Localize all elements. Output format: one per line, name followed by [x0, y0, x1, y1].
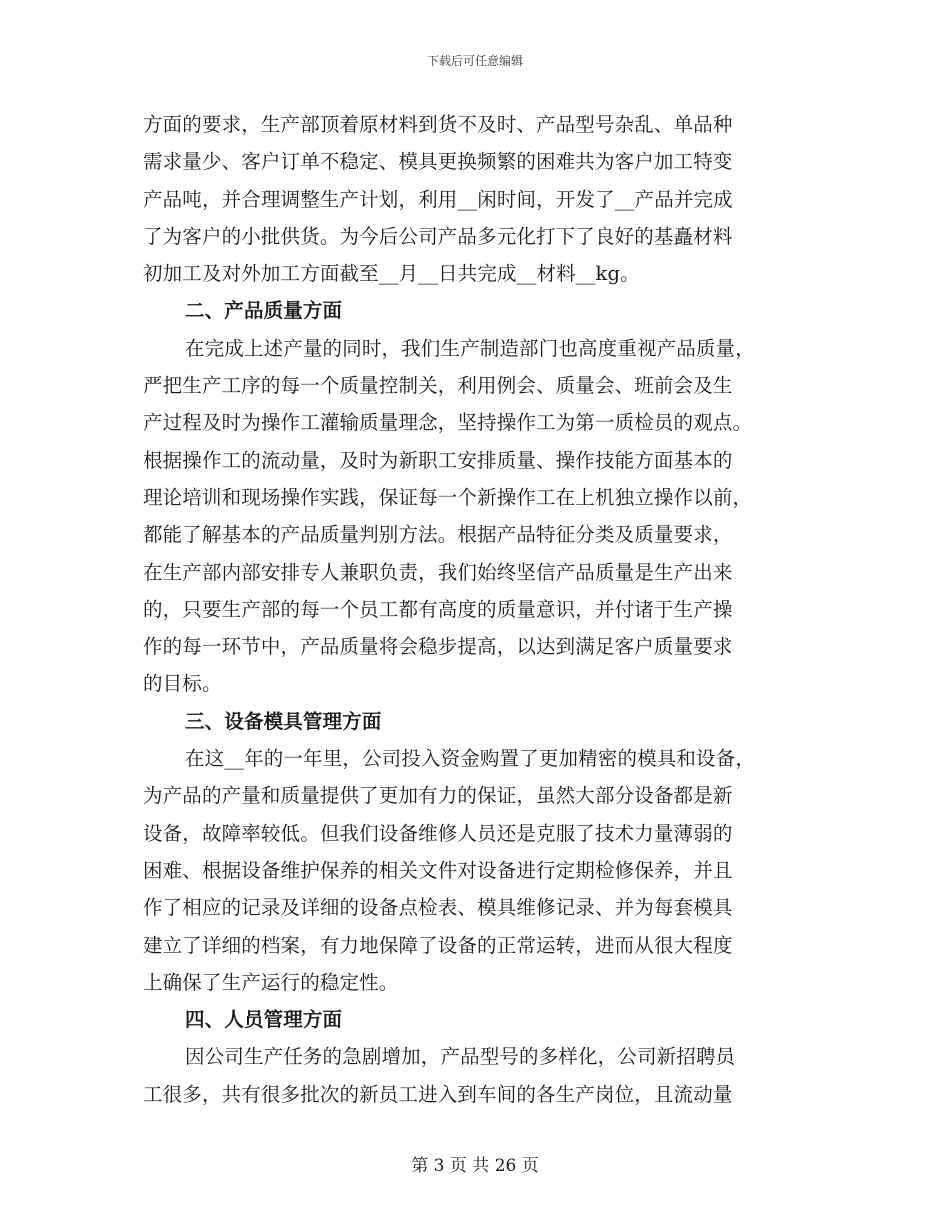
- paragraph-line: 严把生产工序的每一个质量控制关，利用例会、质量会、班前会及生: [143, 374, 733, 398]
- paragraph-line: 都能了解基本的产品质量判别方法。根据产品特征分类及质量要求，: [143, 523, 733, 547]
- paragraph-line: 产过程及时为操作工灌输质量理念，坚持操作工为第一质检员的观点。: [143, 411, 753, 435]
- page-footer: 第 3 页 共 26 页: [411, 1156, 539, 1176]
- paragraph-line: 了为客户的小批供货。为今后公司产品多元化打下了良好的基矗材料: [143, 224, 733, 248]
- document-body: [143, 106, 808, 1113]
- paragraph-line: 上确保了生产运行的稳定性。: [143, 970, 399, 994]
- section-heading-equipment: 三、设备模具管理方面: [185, 709, 382, 733]
- paragraph-line: 方面的要求，生产部顶着原材料到货不及时、产品型号杂乱、单品种: [143, 113, 733, 136]
- paragraph-line: 在生产部内部安排专人兼职负责，我们始终坚信产品质量是生产出来: [143, 560, 733, 584]
- paragraph-line: 因公司生产任务的急剧增加，产品型号的多样化，公司新招聘员: [185, 1045, 736, 1069]
- paragraph-line: 困难、根据设备维护保养的相关文件对设备进行定期检修保养，并且: [143, 858, 733, 882]
- section-heading-personnel: 四、人员管理方面: [185, 1008, 343, 1032]
- paragraph-line: 为产品的产量和质量提供了更加有力的保证，虽然大部分设备都是新: [143, 784, 733, 808]
- page-header: 下载后可任意编辑: [426, 54, 523, 68]
- paragraph-line: 产品吨，并合理调整生产计划，利用__闲时间，开发了__产品并完成: [143, 187, 733, 211]
- paragraph-line: 在这__年的一年里，公司投入资金购置了更加精密的模具和设备，: [185, 747, 756, 771]
- paragraph-line: 在完成上述产量的同时，我们生产制造部门也高度重视产品质量，: [185, 336, 755, 360]
- paragraph-line: 的目标。: [143, 672, 222, 696]
- paragraph-line: 作的每一环节中，产品质量将会稳步提高，以达到满足客户质量要求: [143, 635, 733, 659]
- paragraph-line: 建立了详细的档案，有力地保障了设备的正常运转，进而从很大程度: [143, 933, 733, 957]
- paragraph-line: 工很多，共有很多批次的新员工进入到车间的各生产岗位，且流动量: [143, 1082, 733, 1106]
- paragraph-line: 设备，故障率较低。但我们设备维修人员还是克服了技术力量薄弱的: [143, 821, 733, 845]
- paragraph-line: 理论培训和现场操作实践，保证每一个新操作工在上机独立操作以前，: [143, 485, 753, 509]
- paragraph-line: 根据操作工的流动量，及时为新职工安排质量、操作技能方面基本的: [143, 448, 733, 472]
- paragraph-line: 的，只要生产部的每一个员工都有高度的质量意识，并付诸于生产操: [143, 597, 733, 621]
- paragraph-line: 初加工及对外加工方面截至__月__日共完成__材料__kg。: [143, 262, 640, 286]
- section-heading-quality: 二、产品质量方面: [185, 299, 343, 323]
- paragraph-line: 需求量少、客户订单不稳定、模具更换频繁的困难共为客户加工特变: [143, 150, 733, 174]
- paragraph-line: 作了相应的记录及详细的设备点检表、模具维修记录、并为每套模具: [143, 896, 733, 920]
